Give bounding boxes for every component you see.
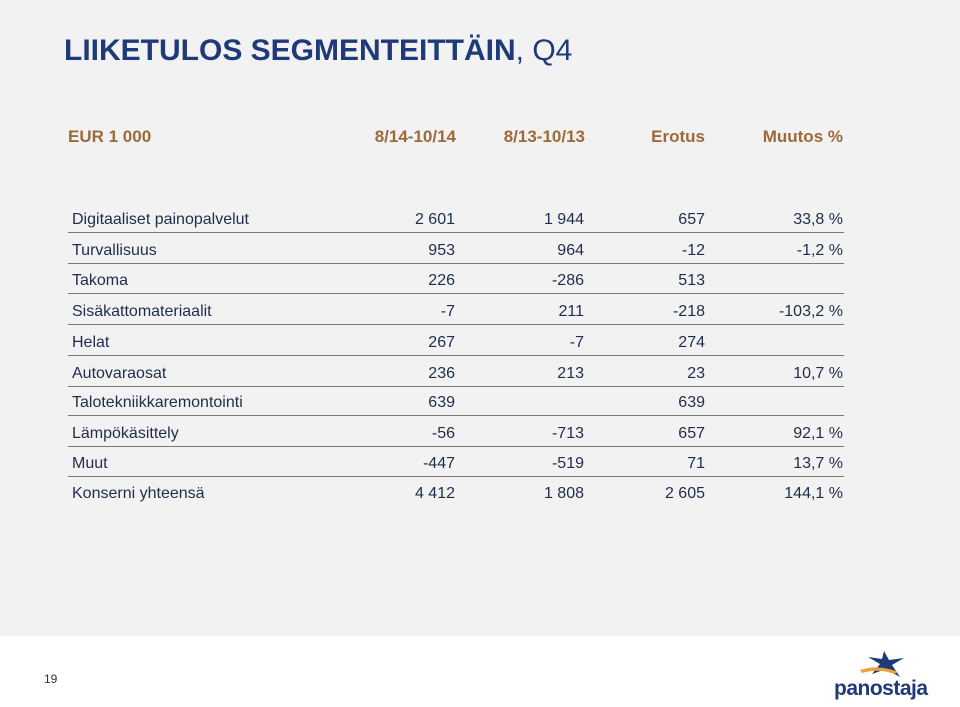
- row-label: Helat: [72, 334, 110, 351]
- row-value-difference: 23: [687, 365, 705, 382]
- slide-title: [64, 34, 572, 68]
- row-value-current: -7: [440, 303, 455, 320]
- row-divider: [68, 415, 844, 416]
- row-value-current: 953: [428, 242, 455, 259]
- row-value-current: 226: [428, 272, 455, 289]
- row-value-previous: -713: [551, 425, 584, 442]
- header-period-previous: 8/13-10/13: [503, 127, 585, 146]
- row-label: Konserni yhteensä: [72, 485, 205, 502]
- star-logo-icon: [834, 650, 934, 680]
- header-currency: EUR 1 000: [68, 127, 152, 146]
- row-value-current: 639: [428, 394, 455, 411]
- row-label: Muut: [72, 455, 108, 472]
- table-row: [68, 203, 844, 233]
- table-row: [68, 326, 844, 356]
- row-value-previous: 211: [558, 303, 584, 320]
- table-row: [68, 417, 844, 447]
- title-bold: LIIKETULOS SEGMENTEITTÄIN: [64, 34, 516, 67]
- row-value-difference: 657: [678, 211, 705, 228]
- row-value-current: -447: [422, 455, 455, 472]
- row-label: Sisäkattomateriaalit: [72, 303, 212, 320]
- table-row: [68, 386, 844, 416]
- row-value-difference: -12: [681, 242, 705, 259]
- row-divider: [68, 324, 844, 325]
- row-divider: [68, 355, 844, 356]
- row-value-change: 33,8 %: [793, 211, 843, 228]
- header-difference: Erotus: [651, 127, 705, 146]
- row-value-difference: 2 605: [664, 485, 705, 502]
- row-value-previous: -519: [551, 455, 584, 472]
- row-label: Autovaraosat: [72, 365, 167, 382]
- row-label: Lämpökäsittely: [72, 425, 179, 442]
- header-change-percent: Muutos %: [762, 127, 843, 146]
- logo-wordmark: panostaja: [834, 677, 928, 700]
- header-period-current: 8/14-10/14: [374, 127, 456, 146]
- row-value-current: 267: [428, 334, 455, 351]
- row-value-current: 236: [428, 365, 455, 382]
- company-logo: [834, 650, 934, 705]
- table-row: [68, 264, 844, 294]
- table-row: [68, 357, 844, 387]
- row-value-previous: -286: [551, 272, 584, 289]
- row-value-change: -103,2 %: [778, 303, 843, 320]
- row-label: Digitaaliset painopalvelut: [72, 211, 249, 228]
- row-label: Talotekniikkaremontointi: [72, 394, 243, 411]
- row-value-change: 92,1 %: [793, 425, 843, 442]
- row-value-difference: 513: [678, 272, 705, 289]
- row-value-current: -56: [431, 425, 455, 442]
- row-value-current: 2 601: [414, 211, 455, 228]
- row-value-change: -1,2 %: [796, 242, 843, 259]
- row-value-change: 13,7 %: [793, 455, 843, 472]
- row-value-previous: 1 944: [543, 211, 584, 228]
- table-row: [68, 447, 844, 477]
- row-divider: [68, 293, 844, 294]
- row-value-difference: 71: [687, 455, 705, 472]
- row-value-previous: -7: [569, 334, 584, 351]
- row-value-difference: 657: [678, 425, 705, 442]
- row-value-previous: 964: [557, 242, 584, 259]
- title-rest: , Q4: [515, 34, 573, 67]
- row-value-change: 144,1 %: [784, 485, 843, 502]
- row-value-previous: 1 808: [543, 485, 584, 502]
- row-value-difference: 639: [678, 394, 705, 411]
- table-row-total: [68, 477, 844, 507]
- row-label: Turvallisuus: [72, 242, 157, 259]
- row-divider: [68, 232, 844, 233]
- row-value-previous: 213: [557, 365, 584, 382]
- row-value-difference: 274: [678, 334, 705, 351]
- row-value-change: 10,7 %: [793, 365, 843, 382]
- page-number: 19: [44, 672, 58, 686]
- table-row: [68, 295, 844, 325]
- row-label: Takoma: [72, 272, 129, 289]
- row-value-current: 4 412: [414, 485, 455, 502]
- table-row: [68, 234, 844, 264]
- row-value-difference: -218: [672, 303, 705, 320]
